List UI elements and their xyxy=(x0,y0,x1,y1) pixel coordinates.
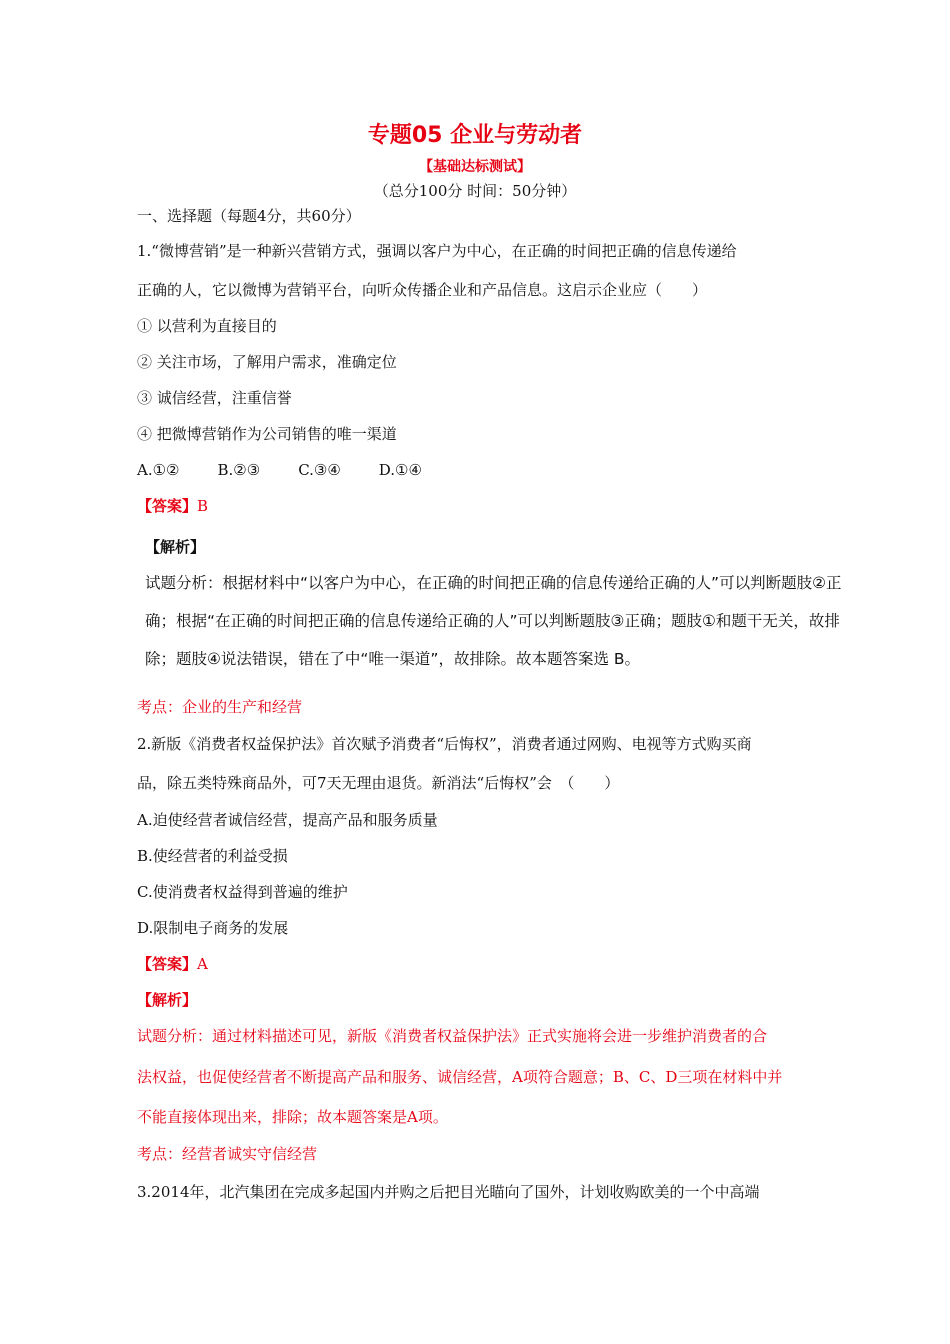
q2-stem-line1: 2.新版《消费者权益保护法》首次赋予消费者“后悔权”，消费者通过网购、电视等方式购买商 xyxy=(137,735,752,753)
q1-analysis-label: 【解析】 xyxy=(145,538,206,556)
q1-answer-value: B xyxy=(197,497,209,515)
q2-kaodian: 考点：经营者诚实守信经营 xyxy=(137,1145,318,1163)
q1-options xyxy=(137,459,460,481)
q1-option-a: A.①② xyxy=(137,461,180,479)
q1-item-4: ④ 把微博营销作为公司销售的唯一渠道 xyxy=(137,425,397,443)
q2-option-a: A.迫使经营者诚信经营，提高产品和服务质量 xyxy=(137,811,438,829)
q2-analysis-line2: 法权益，也促使经营者不断提高产品和服务、诚信经营，A项符合题意；B、C、D三项在材料中并 xyxy=(137,1068,783,1086)
q1-analysis-line2: 确；根据“在正确的时间把正确的信息传递给正确的人”可以判断题肢③正确；题肢①和题干无关，故排 xyxy=(145,612,840,630)
q2-option-c: C.使消费者权益得到普遍的维护 xyxy=(137,883,348,901)
q1-kaodian: 考点：企业的生产和经营 xyxy=(137,698,303,716)
q1-analysis-line1: 试题分析：根据材料中“以客户为中心，在正确的时间把正确的信息传递给正确的人”可以判断题肢②正 xyxy=(145,574,842,592)
document-title: 专题05 企业与劳动者 xyxy=(367,123,583,148)
q1-item-2: ② 关注市场，了解用户需求，准确定位 xyxy=(137,353,397,371)
q2-option-b: B.使经营者的利益受损 xyxy=(137,847,288,865)
q1-stem-line1: 1.“微博营销”是一种新兴营销方式，强调以客户为中心，在正确的时间把正确的信息传递给 xyxy=(137,242,737,260)
q1-analysis-line3: 除；题肢④说法错误，错在了中“唯一渠道”，故排除。故本题答案选 B。 xyxy=(145,650,641,668)
q1-option-b: B.②③ xyxy=(217,461,261,479)
q1-answer-label: 【答案】 xyxy=(137,497,198,515)
q1-option-d: D.①④ xyxy=(378,461,422,479)
q2-option-d: D.限制电子商务的发展 xyxy=(137,919,289,937)
q2-analysis-line1: 试题分析：通过材料描述可见，新版《消费者权益保护法》正式实施将会进一步维护消费者的合 xyxy=(137,1027,768,1045)
document-subtitle: 【基础达标测试】 xyxy=(419,159,531,175)
q1-stem-line2: 正确的人，它以微博为营销平台，向听众传播企业和产品信息。这启示企业应（ ） xyxy=(137,281,708,299)
section-heading: 一、选择题（每题4分，共60分） xyxy=(137,207,361,225)
q1-answer xyxy=(137,495,208,517)
q2-analysis-label: 【解析】 xyxy=(137,991,198,1009)
q1-item-3: ③ 诚信经营，注重信誉 xyxy=(137,389,292,407)
q2-stem-line2: 品，除五类特殊商品外，可7天无理由退货。新消法“后悔权”会 （ ） xyxy=(137,774,620,792)
q2-answer xyxy=(137,953,208,975)
q2-analysis-line3: 不能直接体现出来，排除；故本题答案是A项。 xyxy=(137,1108,448,1126)
q2-answer-label: 【答案】 xyxy=(137,955,198,973)
q2-answer-value: A xyxy=(197,955,208,973)
q1-option-c: C.③④ xyxy=(298,461,341,479)
score-time-info: （总分100分 时间：50分钟） xyxy=(373,182,577,200)
q3-stem-line1: 3.2014年，北汽集团在完成多起国内并购之后把目光瞄向了国外，计划收购欧美的一个中高端 xyxy=(137,1183,760,1201)
q1-item-1: ① 以营利为直接目的 xyxy=(137,317,277,335)
